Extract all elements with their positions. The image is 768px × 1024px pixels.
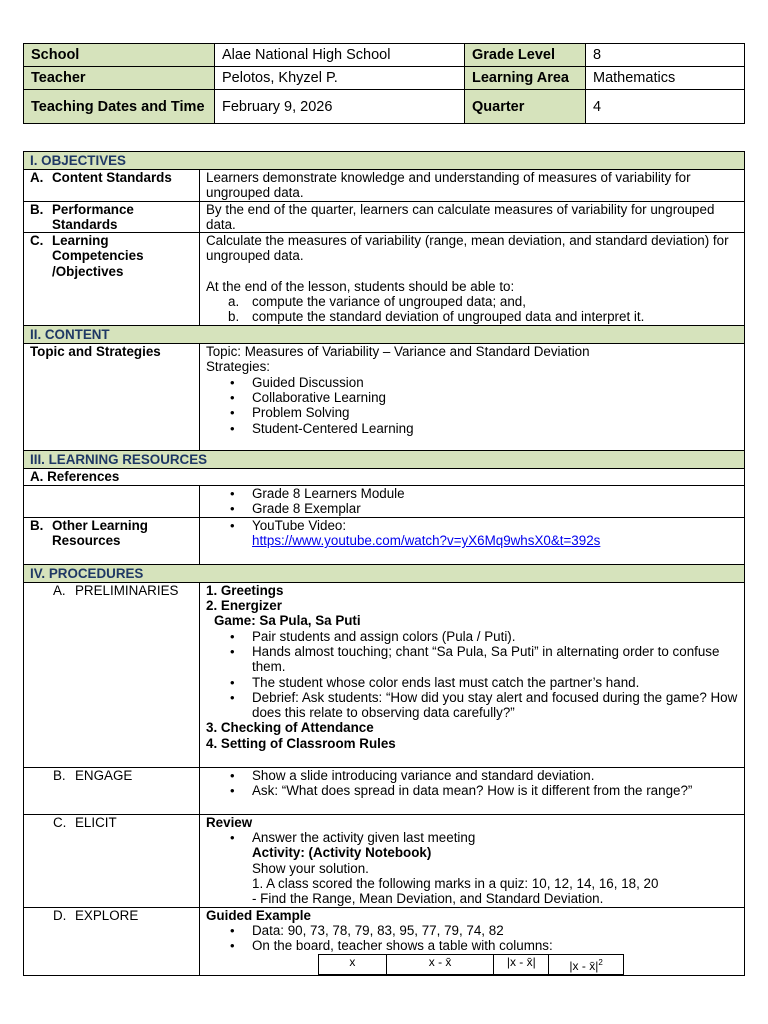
other-resources-label-cell — [24, 517, 200, 564]
explore-item: • On the board, teacher shows a table with columns: — [206, 938, 738, 953]
game-step: • The student whose color ends last must catch the partner’s hand. — [206, 675, 738, 690]
elicit-label: ELICIT — [75, 814, 117, 830]
elicit-item — [206, 830, 738, 906]
competencies-intro: At the end of the lesson, students should be able to: — [206, 278, 515, 294]
greetings-step: 1. Greetings — [206, 582, 284, 598]
learning-area-label: Learning Area — [465, 67, 586, 90]
content-standards-label: Content Standards — [52, 170, 172, 185]
school-value: Alae National High School — [215, 44, 465, 67]
elicit-cell — [200, 814, 745, 907]
other-resources-label: Other Learning Resources — [52, 517, 148, 549]
performance-standards-text: By the end of the quarter, learners can calculate measures of variability for ungrouped data. — [200, 201, 745, 233]
learning-resources-heading: III. LEARNING RESOURCES — [24, 451, 745, 469]
energizer-step: 2. Energizer — [206, 598, 282, 614]
activity-task: - Find the Range, Mean Deviation, and Standard Deviation. — [252, 891, 604, 907]
preliminaries-marker: A. — [53, 582, 66, 598]
other-resources-marker: B. — [30, 517, 44, 533]
column-header: $|x - x̄|^2$ — [549, 954, 624, 974]
performance-standards-label-cell — [24, 201, 200, 233]
topic-text: Topic: Measures of Variability – Variance and Standard Deviation — [206, 344, 590, 360]
teacher-label: Teacher — [24, 67, 215, 90]
review-heading: Review — [206, 814, 253, 830]
objectives-heading: I. OBJECTIVES — [24, 152, 745, 170]
elicit-list — [206, 830, 738, 906]
objective-item: b. compute the standard deviation of ungrouped data and interpret it. — [228, 309, 645, 325]
topic-strategies-label: Topic and Strategies — [24, 344, 200, 451]
engage-label: ENGAGE — [75, 767, 133, 783]
explore-label: EXPLORE — [75, 907, 139, 923]
performance-standards-label: Performance Standards — [52, 201, 134, 232]
references-label: A. References — [24, 469, 745, 486]
engage-label-cell — [24, 767, 200, 814]
guided-example-heading: Guided Example — [206, 907, 311, 923]
strategies-label: Strategies: — [206, 359, 271, 375]
explore-cell — [200, 907, 745, 975]
engage-cell — [200, 767, 745, 814]
school-label: School — [24, 44, 215, 67]
column-header: x - x̄ — [386, 954, 494, 974]
content-heading: II. CONTENT — [24, 326, 745, 344]
grade-level-label: Grade Level — [465, 44, 586, 67]
explore-label-cell — [24, 907, 200, 975]
content-standards-text: Learners demonstrate knowledge and understanding of measures of variability for ungrouped data. — [200, 170, 745, 202]
explore-item: • Data: 90, 73, 78, 79, 83, 95, 77, 79, 74, 82 — [206, 923, 738, 938]
competencies-text: Calculate the measures of variability (range, mean deviation, and standard deviation) for ungrouped data. — [206, 233, 729, 264]
elicit-item-text: • Answer the activity given last meeting — [252, 830, 476, 846]
column-header: |x - x̄| — [494, 954, 549, 974]
strategy-item: • Collaborative Learning — [206, 390, 738, 405]
game-step: • Debrief: Ask students: “How did you stay alert and focused during the game? How does this relate to observing data carefully?” — [206, 690, 738, 721]
reference-item: • Grade 8 Learners Module — [206, 486, 738, 501]
competencies-label-cell — [24, 233, 200, 326]
references-list — [206, 486, 738, 517]
game-step: • Hands almost touching; chant “Sa Pula, Sa Puti” in alternating order to confuse them. — [206, 644, 738, 675]
deviation-table — [318, 954, 624, 975]
performance-standards-marker: B. — [30, 201, 44, 217]
explore-marker: D. — [53, 907, 67, 923]
topic-strategies-cell — [200, 344, 745, 451]
attendance-step: 3. Checking of Attendance — [206, 720, 374, 736]
strategies-list — [206, 375, 738, 436]
preliminaries-cell — [200, 582, 745, 767]
competencies-cell — [200, 233, 745, 326]
game-steps-list — [206, 629, 738, 721]
youtube-item — [206, 518, 738, 549]
teaching-dates-value: February 9, 2026 — [215, 90, 465, 124]
teaching-dates-label: Teaching Dates and Time — [24, 90, 215, 124]
engage-item: • Show a slide introducing variance and standard deviation. — [206, 768, 738, 783]
youtube-label: • YouTube Video: — [252, 517, 347, 533]
strategy-item: • Guided Discussion — [206, 375, 738, 390]
competencies-marker: C. — [30, 233, 44, 249]
activity-problem: 1. A class scored the following marks in a quiz: 10, 12, 14, 16, 18, 20 — [252, 875, 659, 891]
quarter-value: 4 — [586, 90, 745, 124]
procedures-heading: IV. PROCEDURES — [24, 564, 745, 582]
preliminaries-label-cell — [24, 582, 200, 767]
competencies-label: Learning Competencies /Objectives — [52, 233, 144, 279]
elicit-marker: C. — [53, 814, 67, 830]
quarter-label: Quarter — [465, 90, 586, 124]
objective-item: a. compute the variance of ungrouped data; and, — [228, 294, 526, 310]
youtube-link[interactable]: https://www.youtube.com/watch?v=yX6Mq9whsX0&t=392s — [252, 533, 601, 549]
engage-marker: B. — [53, 767, 66, 783]
column-header: x — [319, 954, 387, 974]
strategy-item: • Problem Solving — [206, 405, 738, 420]
activity-instruction: Show your solution. — [252, 860, 369, 876]
elicit-label-cell — [24, 814, 200, 907]
lesson-header-table — [23, 43, 745, 124]
lesson-plan-table — [23, 151, 745, 976]
classroom-rules-step: 4. Setting of Classroom Rules — [206, 735, 396, 751]
content-standards-label-cell — [24, 170, 200, 202]
game-title: Game: Sa Pula, Sa Puti — [214, 613, 361, 629]
preliminaries-label: PRELIMINARIES — [75, 582, 179, 598]
squared-exponent: 2 — [598, 957, 603, 967]
content-standards-marker: A. — [30, 170, 44, 185]
references-cell — [200, 486, 745, 518]
engage-item: • Ask: “What does spread in data mean? How is it different from the range?” — [206, 783, 738, 798]
reference-item: • Grade 8 Exemplar — [206, 501, 738, 516]
teacher-value: Pelotos, Khyzel P. — [215, 67, 465, 90]
grade-level-value: 8 — [586, 44, 745, 67]
other-resources-cell — [200, 517, 745, 564]
learning-area-value: Mathematics — [586, 67, 745, 90]
engage-list — [206, 768, 738, 799]
activity-title: Activity: (Activity Notebook) — [252, 845, 432, 861]
game-step: • Pair students and assign colors (Pula / Puti). — [206, 629, 738, 644]
references-empty-cell — [24, 486, 200, 518]
objectives-list — [206, 294, 738, 325]
explore-list — [206, 923, 738, 954]
strategy-item: • Student-Centered Learning — [206, 421, 738, 436]
